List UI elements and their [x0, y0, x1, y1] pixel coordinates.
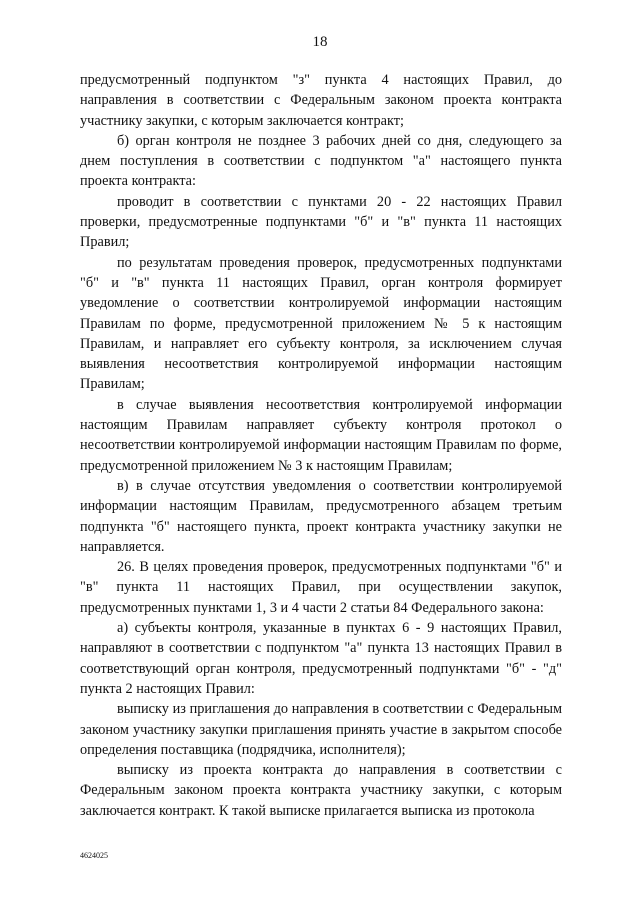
paragraph-subitem-b: б) орган контроля не позднее 3 рабочих дней со дня, следующего за днем поступления в соответствии с подпунктом "а" настоящего пункта проекта контракта: [80, 132, 562, 190]
paragraph-contract-extract: выписку из проекта контракта до направления в соответствии с Федеральным законом проекта контракта участнику закупки, с которым заключается контракт. К такой выписке прилагается выписка из протокола [80, 762, 562, 819]
paragraph-continuation: предусмотренный подпунктом "з" пункта 4 настоящих Правил, до направления в соответствии с Федеральным законом проекта контракта участнику закупки, с которым заключается контракт; [80, 72, 562, 129]
paragraph-nonconformity: в случае выявления несоответствия контролируемой информации настоящим Правилам направляет субъекту контроля протокол о несоответствии контролируемой информации настоящим Правилам по форме, предусмотренной приложением № 3 к настоящим Правилам; [80, 396, 562, 474]
paragraph-invitation-extract: выписку из приглашения до направления в соответствии с Федеральным законом участнику закупки приглашения принять участие в закрытом способе определения поставщика (подрядчика, исполнителя); [80, 701, 562, 758]
paragraph-subitem-a: а) субъекты контроля, указанные в пунктах 6 - 9 настоящих Правил, направляют в соответствии с подпунктом "а" пункта 13 настоящих Правил в соответствующий орган контроля, предусмотренный подпунктами "б" - "д" пункта 2 настоящих Правил: [80, 620, 562, 697]
paragraph-check-results: по результатам проведения проверок, предусмотренных подпунктами "б" и "в" пункта 11 настоящих Правил, орган контроля формирует уведомление о соответствии контролируемой информации настоящим Правилам по форме, предусмотренной приложением № 5 к настоящим Правилам, и направляет его субъекту контроля, за исключением случая выявления несоответствия контролируемой информации настоящим Правилам; [80, 254, 562, 393]
page-number: 18 [312, 34, 328, 50]
document-body [80, 70, 562, 821]
paragraph-clause-26: 26. В целях проведения проверок, предусмотренных подпунктами "б" и "в" пункта 11 настоящих Правил, при осуществлении закупок, предусмотренных пунктами 1, 3 и 4 части 2 статьи 84 Федерального закона: [80, 559, 562, 616]
paragraph-conducts-checks: проводит в соответствии с пунктами 20 - 22 настоящих Правил проверки, предусмотренные подпунктами "б" и "в" пункта 11 настоящих Правил; [80, 193, 562, 251]
document-code: 4624025 [80, 851, 108, 860]
paragraph-subitem-v: в) в случае отсутствия уведомления о соответствии контролируемой информации настоящим Правилам, предусмотренного абзацем третьим подпункта "б" настоящего пункта, проект контракта участнику закупки не направляется. [80, 477, 562, 555]
